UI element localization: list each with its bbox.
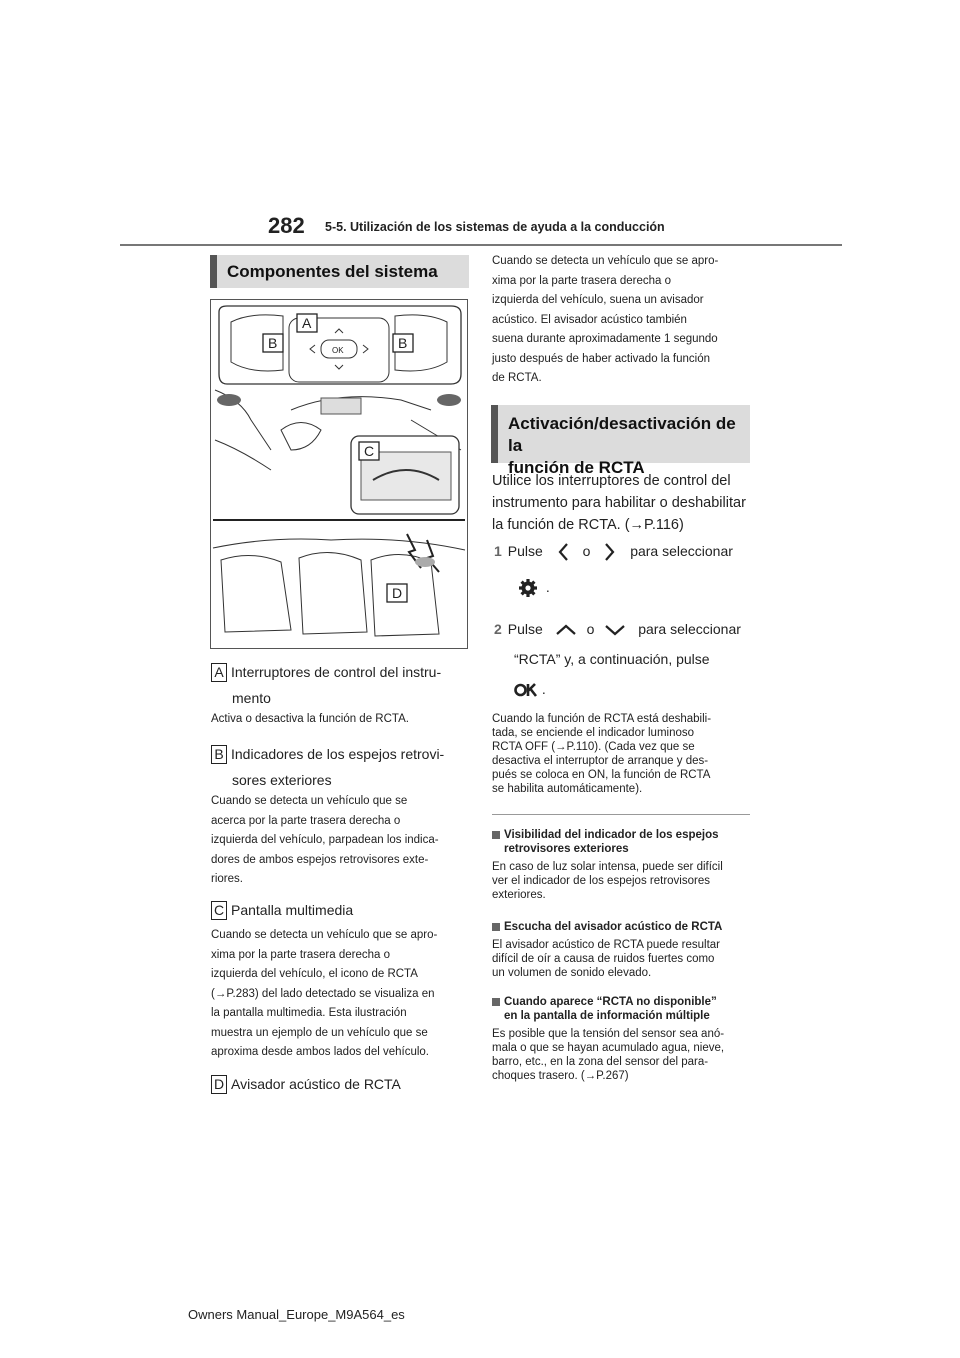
chevron-left-icon xyxy=(557,542,571,562)
chevron-right-icon xyxy=(602,542,616,562)
badge-d: D xyxy=(211,1075,227,1094)
item-c-title: C Pantalla multimedia xyxy=(211,898,476,922)
page-number: 282 xyxy=(268,213,305,238)
notes-divider xyxy=(492,814,750,815)
dashboard-illustration xyxy=(211,300,467,648)
figure-label-c: C xyxy=(364,443,375,459)
item-a-title-l2: mento xyxy=(232,690,271,706)
step-2-line2: “RCTA” y, a continuación, pulse xyxy=(514,651,710,667)
note-buzzer: Escucha del avisador acústico de RCTA El avisador acústico de RCTA puede resultar difícil de oír a causa de ruidos fuertes como un volumen de sonido elevado. xyxy=(492,920,762,980)
square-bullet-icon xyxy=(492,831,500,839)
item-c-body: Cuando se detecta un vehículo que se apro- xima por la parte trasera derecha o izquierda del vehículo, el icono de RCTA (→P.283) del lado detectado se visualiza en la pantalla multimedia. Esta ilustración muestra un ejemplo de un vehículo que se aproxima desde ambos lados del vehículo. xyxy=(211,929,438,1058)
figure-label-d: D xyxy=(392,585,403,601)
item-b-title: B Indicadores de los espejos retrovi- xyxy=(211,742,476,766)
item-a-title: A Interruptores de control del instru- xyxy=(211,660,476,684)
note-unavailable-title: Cuando aparece “RCTA no disponible” xyxy=(492,995,762,1009)
item-b-title-l2: sores exteriores xyxy=(232,772,332,788)
note-visibility-title: Visibilidad del indicador de los espejos xyxy=(492,828,762,842)
chapter-title: 5-5. Utilización de los sistemas de ayuda a la conducción xyxy=(325,220,665,234)
figure-label-b-left: B xyxy=(268,335,278,351)
step-2-line3: . xyxy=(514,678,546,700)
badge-c: C xyxy=(211,901,227,920)
item-a-body: Activa o desactiva la función de RCTA. xyxy=(211,713,409,725)
square-bullet-icon xyxy=(492,923,500,931)
lead-paragraph: Utilice los interruptores de control del instrumento para habilitar o deshabilitar la función de RCTA. (→P.116) xyxy=(492,473,746,533)
square-bullet-icon xyxy=(492,998,500,1006)
deactivation-note: Cuando la función de RCTA está deshabili- tada, se enciende el indicador luminoso RCTA OFF (→P.110). (Cada vez que se desactiva el interruptor de arranque y des- pués se coloca en ON, la función de RCTA se habilita automáticamente). xyxy=(492,713,712,795)
figure-label-a: A xyxy=(302,315,312,331)
step-2: 2 Pulse o para seleccionar xyxy=(494,621,741,637)
section-heading-components: Componentes del sistema xyxy=(210,255,469,288)
section-heading-activation: Activación/desactivación de la función de RCTA xyxy=(491,405,750,463)
note-buzzer-title: Escucha del avisador acústico de RCTA xyxy=(492,920,762,934)
svg-text:OK: OK xyxy=(332,346,344,355)
header-rule xyxy=(120,244,842,246)
note-visibility: Visibilidad del indicador de los espejos retrovisores exteriores En caso de luz solar intensa, puede ser difícil ver el indicador de los espejos retrovisores exteriores. xyxy=(492,828,762,902)
step-1: 1 Pulse o para seleccionar xyxy=(494,540,764,562)
chevron-down-icon xyxy=(604,623,626,637)
chevron-up-icon xyxy=(555,623,577,637)
step-1-line2: . xyxy=(518,576,550,598)
intro-paragraph: Cuando se detecta un vehículo que se apro- xima por la parte trasera derecha o izquierda del vehículo, suena un avisador acústico. El avisador acústico también suena durante aproximadamente 1 segundo justo después de haber activado la función de RCTA. xyxy=(492,255,719,384)
item-b-body: Cuando se detecta un vehículo que se acerca por la parte trasera derecha o izquierda del vehículo, parpadean los indica- dores de ambos espejos retrovisores exte- riores. xyxy=(211,795,439,885)
ok-icon xyxy=(514,682,538,698)
gear-icon xyxy=(518,578,538,598)
figure-label-b-right: B xyxy=(398,335,408,351)
footer-document-id: Owners Manual_Europe_M9A564_es xyxy=(188,1307,405,1322)
note-unavailable: Cuando aparece “RCTA no disponible” en la pantalla de información múltiple Es posible que la tensión del sensor sea anó- mala o que se hayan acumulado agua, nieve, barro, etc., en la zona del sensor del para- choques trasero. (→P.267) xyxy=(492,995,762,1083)
badge-b: B xyxy=(211,745,227,764)
system-components-figure xyxy=(210,299,468,649)
item-d-title: D Avisador acústico de RCTA xyxy=(211,1072,476,1096)
badge-a: A xyxy=(211,663,227,682)
